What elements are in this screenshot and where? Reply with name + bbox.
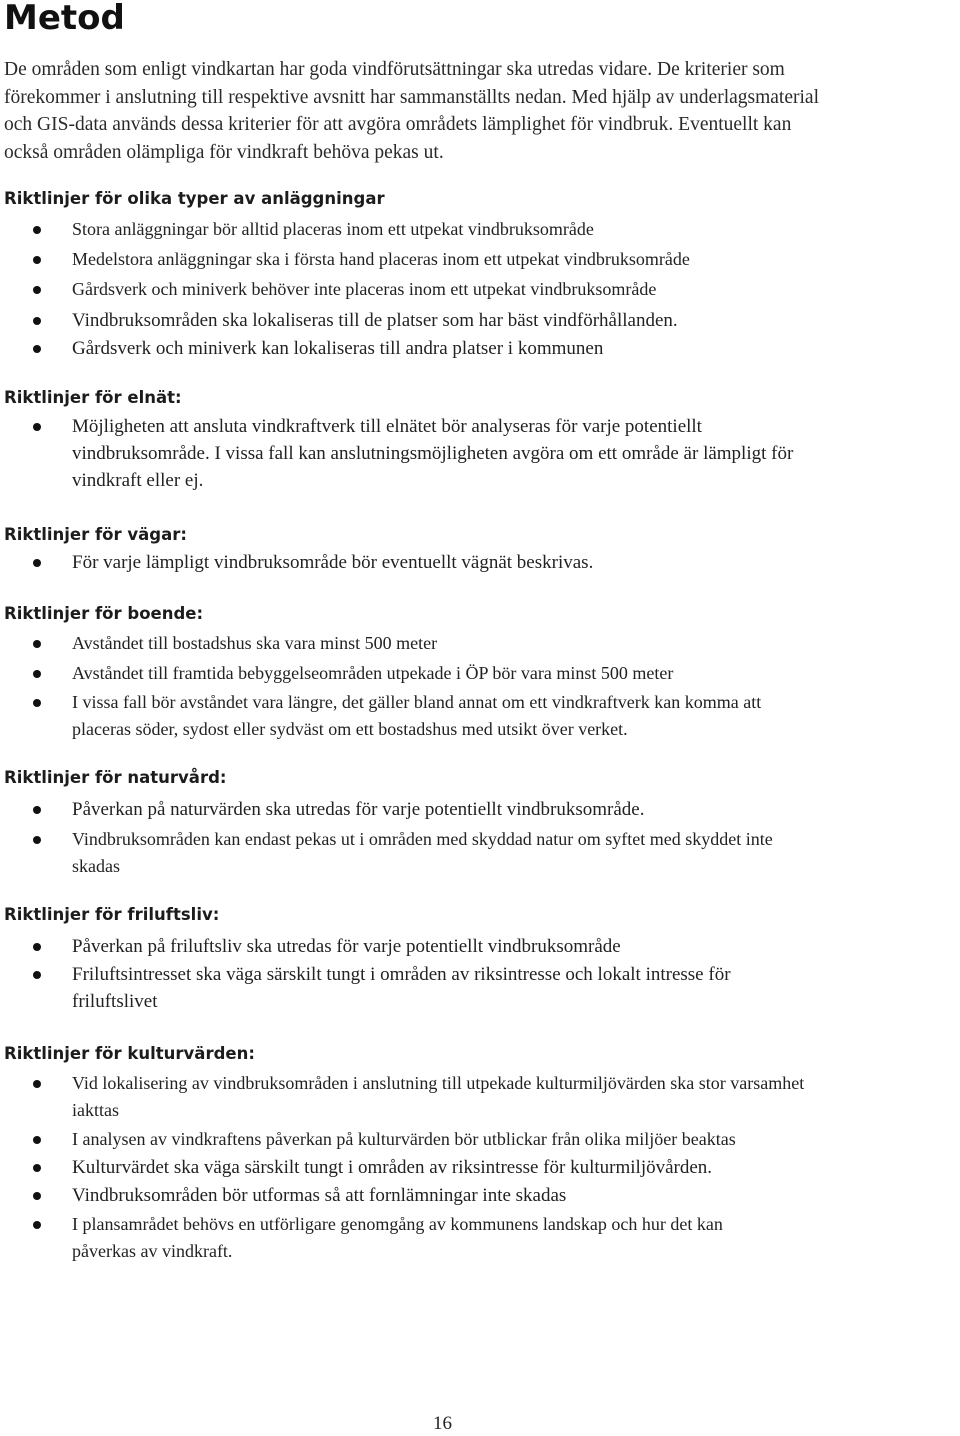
section-heading-kulturvarden: Riktlinjer för kulturvärden: (4, 1044, 255, 1063)
list-item-text: påverkas av vindkraft. (72, 1241, 233, 1261)
bullet-icon (33, 1136, 41, 1144)
bullet-icon (33, 971, 41, 979)
bullet-icon (33, 836, 41, 844)
list-item-text: För varje lämpligt vindbruksområde bör eventuellt vägnät beskrivas. (72, 552, 594, 573)
list-item-text: friluftslivet (72, 991, 158, 1012)
list-item-text: Gårdsverk och miniverk behöver inte placeras inom ett utpekat vindbruksområde (72, 279, 657, 299)
bullet-icon (33, 670, 41, 678)
bullet-icon (33, 1192, 41, 1200)
intro-line: förekommer i anslutning till respektive avsnitt har sammanställts nedan. Med hjälp av underlagsmaterial (4, 86, 819, 108)
list-item-text: Vindbruksområden bör utformas så att fornlämningar inte skadas (72, 1185, 567, 1206)
list-item-text: Vindbruksområden kan endast pekas ut i områden med skyddad natur om syftet med skyddet inte (72, 829, 773, 849)
section-heading-boende: Riktlinjer för boende: (4, 604, 204, 623)
bullet-icon (33, 226, 41, 234)
list-item-text: Möjligheten att ansluta vindkraftverk till elnätet bör analyseras för varje potentiellt (72, 416, 702, 437)
list-item-text: Vindbruksområden ska lokaliseras till de platser som har bäst vindförhållanden. (72, 310, 678, 331)
bullet-icon (33, 317, 41, 325)
bullet-icon (33, 286, 41, 294)
intro-line: också områden olämpliga för vindkraft behöva pekas ut. (4, 141, 444, 163)
bullet-icon (33, 345, 41, 353)
section-heading-friluftsliv: Riktlinjer för friluftsliv: (4, 905, 220, 924)
page-number: 16 (433, 1413, 452, 1434)
list-item-text: vindkraft eller ej. (72, 470, 204, 491)
list-item-text: Stora anläggningar bör alltid placeras inom ett utpekat vindbruksområde (72, 219, 594, 239)
list-item-text: Vid lokalisering av vindbruksområden i anslutning till utpekade kulturmiljövärden ska stor varsamhet (72, 1073, 805, 1093)
list-item-text: iakttas (72, 1100, 119, 1120)
intro-line: De områden som enligt vindkartan har goda vindförutsättningar ska utredas vidare. De kriterier som (4, 59, 785, 80)
list-item-text: vindbruksområde. I vissa fall kan anslutningsmöjligheten avgöra om ett område är lämpligt för (72, 443, 794, 464)
list-item-text: Gårdsverk och miniverk kan lokaliseras till andra platser i kommunen (72, 338, 604, 359)
bullet-icon (33, 640, 41, 648)
list-item-text: placeras söder, sydost eller sydväst om ett bostadshus med utsikt över verket. (72, 719, 628, 739)
list-item-text: I plansamrådet behövs en utförligare genomgång av kommunens landskap och hur det kan (72, 1214, 723, 1234)
list-item-text: Påverkan på friluftsliv ska utredas för varje potentiellt vindbruksområde (72, 936, 621, 957)
list-item-text: skadas (72, 856, 120, 876)
intro-paragraph (4, 56, 954, 166)
bullet-icon (33, 1080, 41, 1088)
section-heading-elnat: Riktlinjer för elnät: (4, 388, 182, 407)
bullet-icon (33, 559, 41, 567)
list-item-text: Medelstora anläggningar ska i första hand placeras inom ett utpekat vindbruksområde (72, 249, 690, 269)
list-item-text: Kulturvärdet ska väga särskilt tungt i områden av riksintresse för kulturmiljövården. (72, 1157, 713, 1178)
bullet-icon (33, 423, 41, 431)
bullet-icon (33, 943, 41, 951)
page-title: Metod (4, 0, 125, 38)
intro-line: och GIS-data används dessa kriterier för att avgöra områdets lämplighet för vindbruk. Eventuellt kan (4, 114, 792, 135)
bullet-icon (33, 1221, 41, 1229)
list-item-text: Påverkan på naturvärden ska utredas för varje potentiellt vindbruksområde. (72, 799, 645, 820)
section-heading-vagar: Riktlinjer för vägar: (4, 525, 187, 544)
section-heading-naturvard: Riktlinjer för naturvård: (4, 768, 227, 787)
bullet-icon (33, 699, 41, 707)
bullet-icon (33, 256, 41, 264)
list-item-text: I vissa fall bör avståndet vara längre, det gäller bland annat om ett vindkraftverk kan komma att (72, 692, 762, 712)
bullet-icon (33, 1164, 41, 1172)
list-item-text: Avståndet till framtida bebyggelseområden utpekade i ÖP bör vara minst 500 meter (72, 663, 674, 683)
section-heading-anlaggningar: Riktlinjer för olika typer av anläggningar (4, 189, 385, 208)
list-item-text: Friluftsintresset ska väga särskilt tungt i områden av riksintresse och lokalt intresse för (72, 964, 731, 985)
bullet-icon (33, 806, 41, 814)
list-item-text: I analysen av vindkraftens påverkan på kulturvärden bör utblickar från olika miljöer beaktas (72, 1129, 736, 1149)
list-item-text: Avståndet till bostadshus ska vara minst 500 meter (72, 633, 438, 653)
